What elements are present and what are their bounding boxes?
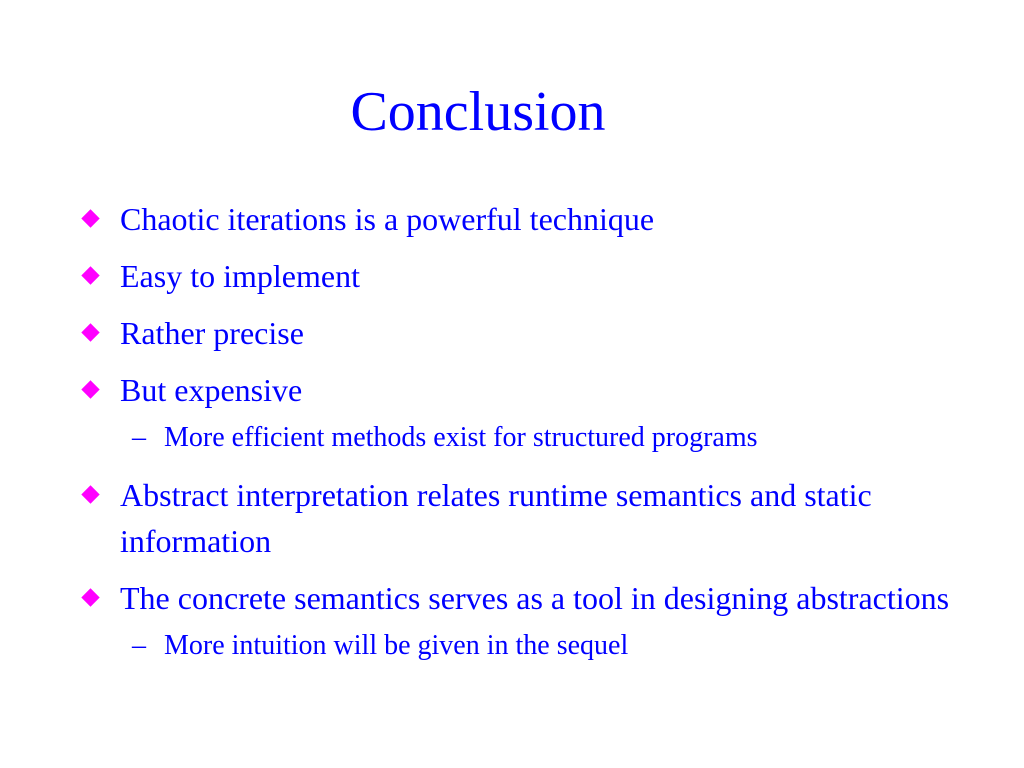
bullet-item bbox=[80, 196, 960, 242]
diamond-bullet-icon bbox=[81, 266, 99, 284]
diamond-bullet-icon bbox=[81, 380, 99, 398]
sub-bullet-item bbox=[80, 626, 960, 666]
bullet-text: Abstract interpretation relates runtime semantics and static information bbox=[120, 477, 872, 559]
diamond-bullet-icon bbox=[81, 588, 99, 606]
bullet-list bbox=[80, 196, 960, 680]
bullet-text: Rather precise bbox=[120, 315, 304, 351]
bullet-text: Chaotic iterations is a powerful technique bbox=[120, 201, 655, 237]
slide-title: Conclusion bbox=[350, 81, 606, 143]
dash-bullet-marker: – bbox=[132, 630, 146, 661]
bullet-text: But expensive bbox=[120, 372, 303, 408]
sub-bullet-text: More intuition will be given in the sequel bbox=[164, 630, 629, 661]
diamond-bullet-icon bbox=[81, 485, 99, 503]
bullet-text: The concrete semantics serves as a tool in designing abstractions bbox=[120, 580, 950, 616]
bullet-item bbox=[80, 575, 960, 621]
bullet-text: Easy to implement bbox=[120, 258, 360, 294]
bullet-item bbox=[80, 367, 960, 413]
bullet-item bbox=[80, 472, 960, 564]
dash-bullet-marker: – bbox=[132, 422, 146, 453]
diamond-bullet-icon bbox=[81, 209, 99, 227]
diamond-bullet-icon bbox=[81, 323, 99, 341]
sub-bullet-item bbox=[80, 418, 960, 458]
bullet-item bbox=[80, 310, 960, 356]
bullet-item bbox=[80, 253, 960, 299]
sub-bullet-text: More efficient methods exist for structured programs bbox=[164, 422, 758, 453]
